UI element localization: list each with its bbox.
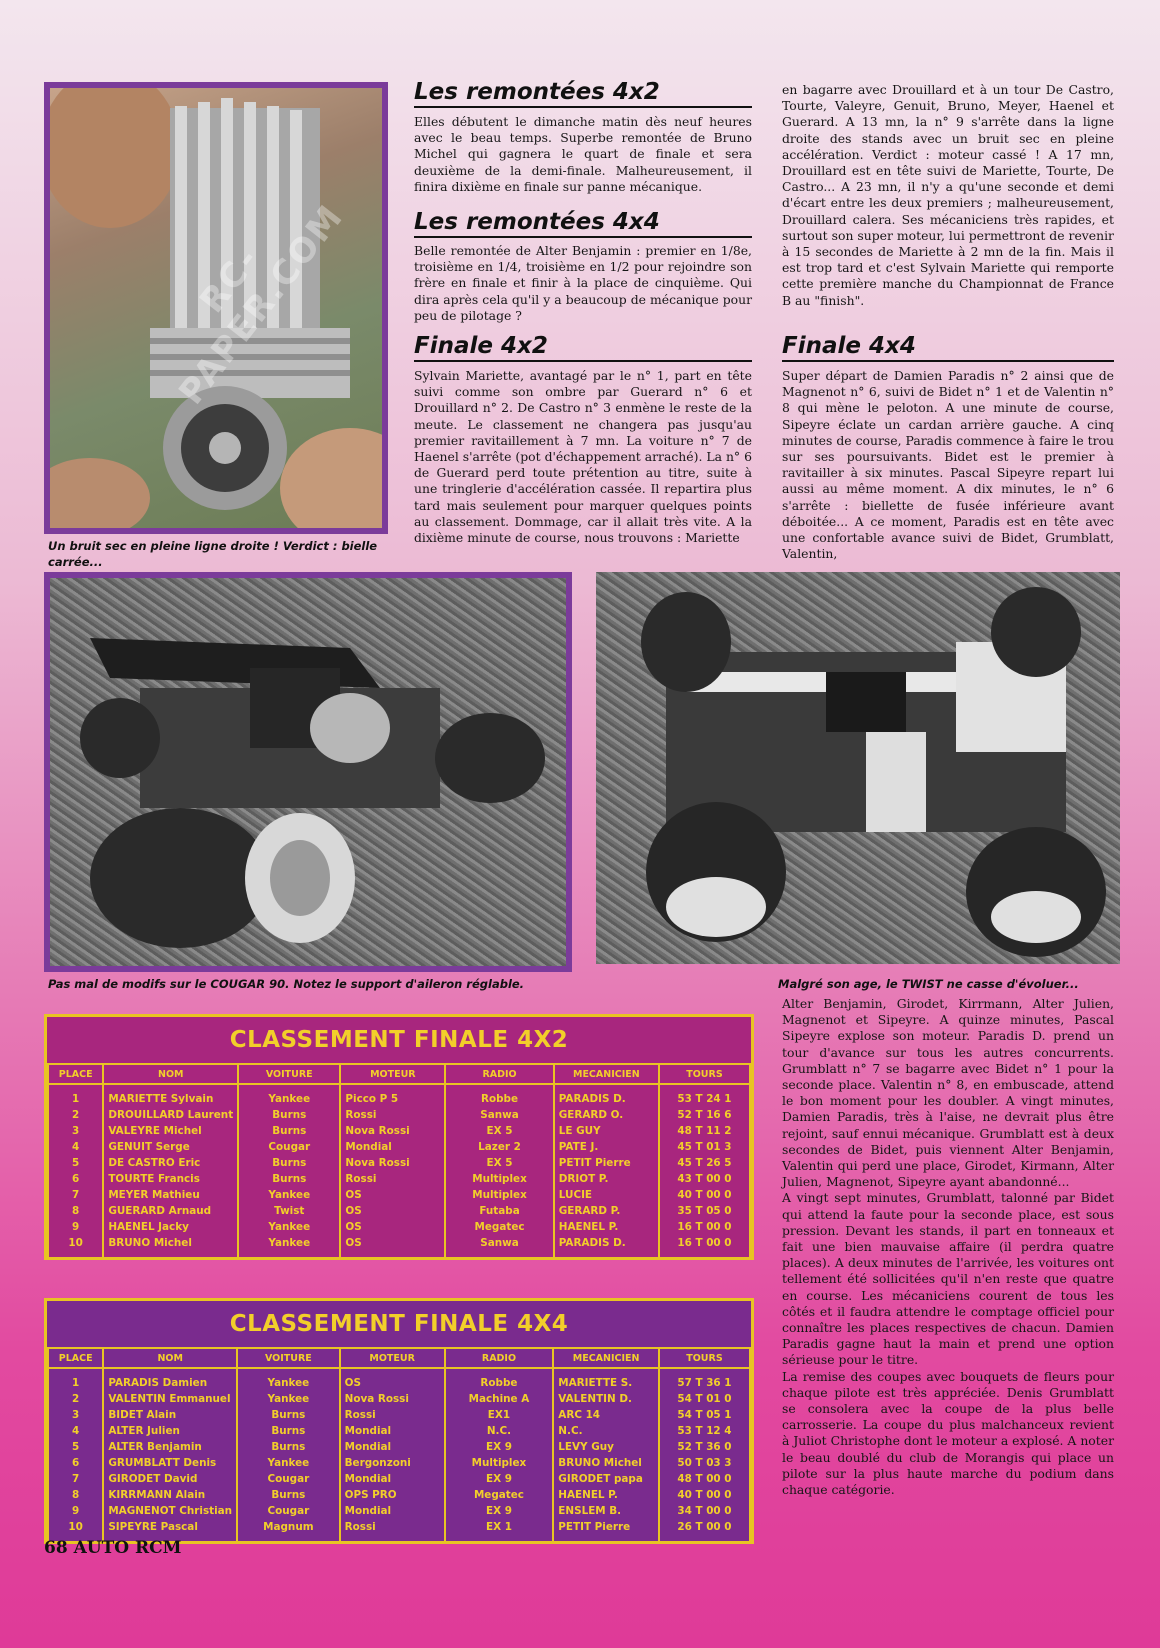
table-row (48, 1455, 750, 1471)
table-row (48, 1407, 750, 1423)
table-cell: ALTER Julien (103, 1423, 237, 1439)
table-cell: PETIT Pierre (554, 1155, 659, 1171)
table-cell: 53 T 24 1 (659, 1084, 750, 1107)
results-table-4x2 (44, 1014, 754, 1260)
table-cell: Twist (238, 1203, 340, 1219)
table-cell: Multiplex (445, 1171, 553, 1187)
table-cell: EX1 (445, 1407, 554, 1423)
table-cell: Burns (237, 1487, 340, 1503)
table-cell: Yankee (237, 1455, 340, 1471)
table-cell: Megatec (445, 1487, 554, 1503)
table-cell: TOURTE Francis (103, 1171, 238, 1187)
table-cell: VALEYRE Michel (103, 1123, 238, 1139)
table-4x2 (47, 1063, 751, 1257)
table-cell: 48 T 00 0 (659, 1471, 750, 1487)
table-title: CLASSEMENT FINALE 4X2 (229, 1027, 569, 1053)
column-header: MOTEUR (340, 1064, 445, 1084)
table-cell: OS (340, 1203, 445, 1219)
paragraph: Elles débutent le dimanche matin dès neuf heures avec le beau temps. Superbe remontée de Bruno Michel qui gagnera le quart de finale et sera deuxième de la demi-finale. Malheureusement, il finira dixième en finale sur panne mécanique. (414, 114, 752, 194)
table-cell: Mondial (340, 1471, 445, 1487)
column-header: RADIO (445, 1064, 553, 1084)
table-cell: 50 T 03 3 (659, 1455, 750, 1471)
table-cell: Yankee (238, 1219, 340, 1235)
table-cell: 4 (48, 1139, 103, 1155)
table-cell: 52 T 16 6 (659, 1107, 750, 1123)
table-cell: 5 (48, 1439, 103, 1455)
table-cell: 54 T 01 0 (659, 1391, 750, 1407)
table-cell: 7 (48, 1187, 103, 1203)
text-right-column (782, 996, 1114, 1498)
table-cell: EX 9 (445, 1471, 554, 1487)
table-cell: Sanwa (445, 1107, 553, 1123)
cougar-car-illustration (50, 578, 566, 966)
table-cell: ALTER Benjamin (103, 1439, 237, 1455)
cougar-photo (50, 578, 566, 966)
table-row (48, 1487, 750, 1503)
table-cell: 5 (48, 1155, 103, 1171)
table-cell: KIRRMANN Alain (103, 1487, 237, 1503)
table-cell: EX 9 (445, 1503, 554, 1519)
table-cell: LUCIE (554, 1187, 659, 1203)
column-header: PLACE (48, 1348, 103, 1368)
caption-engine: Un bruit sec en pleine ligne droite ! Verdict : bielle carrée... (48, 539, 378, 569)
table-cell: Burns (238, 1123, 340, 1139)
table-cell: ENSLEM B. (553, 1503, 659, 1519)
table-row (48, 1471, 750, 1487)
paragraph: A vingt sept minutes, Grumblatt, talonné par Bidet qui attend la faute pour la seconde place, est sous pression. Devant les stands, il part en tonneaux et fait une bien mauvaise affaire (il perdra quatre places). A deux minutes de l'arrivée, les voitures ont tellement été sollicitées qu'il n'en reste que quatre en course. Les mécaniciens courent de tous les côtés et il faudra attendre le comptage officiel pour connaître les places respectives de chacun. Damien Paradis gagne haut la main et prend une option sérieuse pour le titre. (782, 1190, 1114, 1368)
table-row (48, 1123, 750, 1139)
table-cell: Yankee (237, 1368, 340, 1391)
table-cell: Mondial (340, 1439, 445, 1455)
table-cell: 2 (48, 1391, 103, 1407)
table-row (48, 1391, 750, 1407)
table-row (48, 1187, 750, 1203)
table-cell: OS (340, 1187, 445, 1203)
table-cell: 34 T 00 0 (659, 1503, 750, 1519)
table-cell: BRUNO Michel (553, 1455, 659, 1471)
table-cell: HAENEL P. (554, 1219, 659, 1235)
table-cell: 43 T 00 0 (659, 1171, 750, 1187)
table-cell: HAENEL Jacky (103, 1219, 238, 1235)
table-cell: PARADIS D. (554, 1235, 659, 1257)
table-title: CLASSEMENT FINALE 4X4 (229, 1311, 569, 1337)
text-col3-top (782, 82, 1114, 309)
table-cell: OS (340, 1235, 445, 1257)
table-cell: Bergonzoni (340, 1455, 445, 1471)
table-cell: DROUILLARD Laurent (103, 1107, 238, 1123)
table-cell: Multiplex (445, 1455, 554, 1471)
column-header: MECANICIEN (553, 1348, 659, 1368)
table-cell: 53 T 12 4 (659, 1423, 750, 1439)
table-cell: Megatec (445, 1219, 553, 1235)
table-cell: GUERARD Arnaud (103, 1203, 238, 1219)
table-cell: GERARD P. (554, 1203, 659, 1219)
column-header: VOITURE (238, 1064, 340, 1084)
table-cell: PARADIS D. (554, 1084, 659, 1107)
table-cell: Rossi (340, 1171, 445, 1187)
table-cell: OS (340, 1219, 445, 1235)
table-cell: 54 T 05 1 (659, 1407, 750, 1423)
column-header: NOM (103, 1348, 237, 1368)
table-cell: GIRODET papa (553, 1471, 659, 1487)
table-cell: EX 5 (445, 1123, 553, 1139)
caption-twist: Malgré son age, le TWIST ne casse d'évoluer... (778, 977, 1079, 991)
table-cell: 57 T 36 1 (659, 1368, 750, 1391)
table-cell: Robbe (445, 1084, 553, 1107)
table-cell: Nova Rossi (340, 1155, 445, 1171)
text-remontees-4x2 (414, 114, 752, 195)
table-cell: GRUMBLATT Denis (103, 1455, 237, 1471)
table-cell: 6 (48, 1455, 103, 1471)
table-cell: 9 (48, 1219, 103, 1235)
table-cell: EX 5 (445, 1155, 553, 1171)
table-cell: Burns (238, 1155, 340, 1171)
heading-remontees-4x2: Les remontées 4x2 (414, 78, 752, 108)
paragraph: La remise des coupes avec bouquets de fleurs pour chaque pilote est très appréciée. Denis Grumblatt se consolera avec la coupe de la plus belle carrosserie. La coupe du plus malchanceux revient à Juliot Christophe dont le moteur a explosé. A noter le beau doublé du club de Morangis qui place un pilote sur la plus haute marche du podium dans chaque catégorie. (782, 1368, 1114, 1498)
table-cell: Mondial (340, 1139, 445, 1155)
twist-car-illustration (596, 572, 1120, 964)
table-row (48, 1439, 750, 1455)
table-cell: MAGNENOT Christian (103, 1503, 237, 1519)
table-cell: Nova Rossi (340, 1391, 445, 1407)
page-footer: 68 AUTO RCM (44, 1538, 182, 1558)
table-cell: Futaba (445, 1203, 553, 1219)
table-cell: 40 T 00 0 (659, 1187, 750, 1203)
table-cell: MARIETTE S. (553, 1368, 659, 1391)
table-cell: Rossi (340, 1407, 445, 1423)
table-cell: OS (340, 1368, 445, 1391)
table-cell: 10 (48, 1235, 103, 1257)
table-row (48, 1235, 750, 1257)
table-cell: Rossi (340, 1107, 445, 1123)
table-cell: Sanwa (445, 1235, 553, 1257)
table-cell: DE CASTRO Eric (103, 1155, 238, 1171)
table-cell: Picco P 5 (340, 1084, 445, 1107)
table-cell: N.C. (445, 1423, 554, 1439)
table-cell: 8 (48, 1203, 103, 1219)
table-cell: Nova Rossi (340, 1123, 445, 1139)
table-cell: LE GUY (554, 1123, 659, 1139)
table-row (48, 1503, 750, 1519)
table-cell: VALENTIN Emmanuel (103, 1391, 237, 1407)
table-cell: 35 T 05 0 (659, 1203, 750, 1219)
table-cell: VALENTIN D. (553, 1391, 659, 1407)
column-header: NOM (103, 1064, 238, 1084)
table-row (48, 1171, 750, 1187)
table-cell: 7 (48, 1471, 103, 1487)
table-cell: 9 (48, 1503, 103, 1519)
column-header: RADIO (445, 1348, 554, 1368)
table-cell: 1 (48, 1084, 103, 1107)
table-body-4x2 (48, 1084, 750, 1257)
table-row (48, 1423, 750, 1439)
table-row (48, 1139, 750, 1155)
table-cell: 8 (48, 1487, 103, 1503)
table-cell: DRIOT P. (554, 1171, 659, 1187)
watermark-text: RC-PAPER.COM (171, 197, 352, 413)
table-row (48, 1203, 750, 1219)
table-cell: Burns (237, 1407, 340, 1423)
table-cell: 10 (48, 1519, 103, 1541)
paragraph: Belle remontée de Alter Benjamin : premier en 1/8e, troisième en 1/4, troisième en 1/2 pour rejoindre son frère en finale et finir à la place de cinquième. Qui dira après cela qu'il y a beaucoup de mécanique pour peu de pilotage ? (414, 243, 752, 323)
table-cell: GIRODET David (103, 1471, 237, 1487)
table-cell: 52 T 36 0 (659, 1439, 750, 1455)
table-cell: Burns (238, 1171, 340, 1187)
table-cell: MEYER Mathieu (103, 1187, 238, 1203)
table-cell: SIPEYRE Pascal (103, 1519, 237, 1541)
table-row (48, 1219, 750, 1235)
table-cell: Lazer 2 (445, 1139, 553, 1155)
heading-finale-4x2: Finale 4x2 (414, 332, 752, 362)
table-cell: BIDET Alain (103, 1407, 237, 1423)
table-cell: GERARD O. (554, 1107, 659, 1123)
table-cell: EX 9 (445, 1439, 554, 1455)
table-cell: Cougar (238, 1139, 340, 1155)
table-cell: 45 T 01 3 (659, 1139, 750, 1155)
table-cell: PARADIS Damien (103, 1368, 237, 1391)
table-cell: LEVY Guy (553, 1439, 659, 1455)
table-cell: 48 T 11 2 (659, 1123, 750, 1139)
table-cell: 1 (48, 1368, 103, 1391)
table-cell: 3 (48, 1123, 103, 1139)
table-cell: HAENEL P. (553, 1487, 659, 1503)
table-cell: Yankee (238, 1187, 340, 1203)
table-body-4x4 (48, 1368, 750, 1541)
table-cell: Yankee (237, 1391, 340, 1407)
table-cell: PATE J. (554, 1139, 659, 1155)
paragraph: en bagarre avec Drouillard et à un tour De Castro, Tourte, Valeyre, Genuit, Bruno, Meyer, Haenel et Guerard. A 13 mn, la n° 9 s'arrête dans la ligne droite des stands avec un bruit sec en pleine accélération. Verdict : moteur cassé ! A 17 mn, Drouillard est en tête suivi de Mariette, Tourte, De Castro... A 23 mn, il n'y a qu'une seconde et demi d'écart entre les deux premiers ; malheureusement, Drouillard calera. Ses mécaniciens très rapides, et surtout son super moteur, lui permettront de revenir à 15 secondes de Mariette à 2 mn de la fin. Mais il est trop tard et c'est Sylvain Mariette qui remporte cette première manche du Championnat de France B au "finish". (782, 82, 1114, 308)
caption-cougar: Pas mal de modifs sur le COUGAR 90. Notez le support d'aileron réglable. (48, 977, 525, 991)
table-cell: BRUNO Michel (103, 1235, 238, 1257)
table-cell: Cougar (237, 1471, 340, 1487)
table-cell: 16 T 00 0 (659, 1235, 750, 1257)
text-remontees-4x4 (414, 243, 752, 324)
text-finale-4x4 (782, 368, 1114, 562)
twist-photo (596, 572, 1120, 964)
table-cell: N.C. (553, 1423, 659, 1439)
text-finale-4x2 (414, 368, 752, 546)
results-table-4x4 (44, 1298, 754, 1544)
paragraph: Sylvain Mariette, avantagé par le n° 1, part en tête suivi comme son ombre par Guerard n° 6 et Drouillard n° 2. De Castro n° 3 enmène le reste de la meute. Le classement ne changera pas jusqu'au premier ravitaillement à 7 mn. La voiture n° 7 de Haenel s'arrête (pot d'échappement arraché). La n° 6 de Guerard perd toute prétention au titre, suite à une tringlerie d'accélération cassée. Il repartira plus tard mais seulement pour marquer quelques points au classement. Dommage, car il allait très vite. A la dixième minute de course, nous trouvons : Mariette (414, 368, 752, 546)
column-header: MOTEUR (340, 1348, 445, 1368)
column-header: TOURS (659, 1348, 750, 1368)
table-cell: EX 1 (445, 1519, 554, 1541)
table-row (48, 1155, 750, 1171)
column-header: MECANICIEN (554, 1064, 659, 1084)
table-4x4 (47, 1347, 751, 1541)
table-cell: Mondial (340, 1503, 445, 1519)
table-cell: Burns (238, 1107, 340, 1123)
heading-finale-4x4: Finale 4x4 (782, 332, 1114, 362)
table-cell: Rossi (340, 1519, 445, 1541)
table-cell: OPS PRO (340, 1487, 445, 1503)
table-row (48, 1084, 750, 1107)
table-cell: 2 (48, 1107, 103, 1123)
table-cell: Burns (237, 1439, 340, 1455)
table-cell: GENUIT Serge (103, 1139, 238, 1155)
table-cell: ARC 14 (553, 1407, 659, 1423)
table-cell: 6 (48, 1171, 103, 1187)
table-cell: 40 T 00 0 (659, 1487, 750, 1503)
table-cell: Mondial (340, 1423, 445, 1439)
table-cell: Magnum (237, 1519, 340, 1541)
paragraph: Alter Benjamin, Girodet, Kirrmann, Alter Julien, Magnenot et Sipeyre. A quinze minutes, Pascal Sipeyre explose son moteur. Paradis D. prend un tour d'avance sur tous les autres concurrents. Grumblatt n° 7 se bagarre avec Bidet n° 1 pour la seconde place. Valentin n° 8, en embuscade, attend le bon moment pour les doubler. A vingt minutes, Damien Paradis, très à l'aise, ne devrait plus être rejoint, sauf ennui mécanique. Grumblatt est à deux secondes de Bidet, puis viennent Alter Benjamin, Valentin qui perd une place, Girodet, Kirmann, Alter Julien, Magnenot, Sipeyre ayant abandonné... (782, 996, 1114, 1190)
column-header: TOURS (659, 1064, 750, 1084)
table-cell: 4 (48, 1423, 103, 1439)
table-cell: 16 T 00 0 (659, 1219, 750, 1235)
table-row (48, 1368, 750, 1391)
table-cell: PETIT Pierre (553, 1519, 659, 1541)
table-cell: 3 (48, 1407, 103, 1423)
table-cell: Machine A (445, 1391, 554, 1407)
table-cell: Yankee (238, 1084, 340, 1107)
table-cell: Multiplex (445, 1187, 553, 1203)
table-cell: MARIETTE Sylvain (103, 1084, 238, 1107)
table-cell: Yankee (238, 1235, 340, 1257)
table-cell: Cougar (237, 1503, 340, 1519)
column-header: VOITURE (237, 1348, 340, 1368)
table-cell: Robbe (445, 1368, 554, 1391)
table-row (48, 1107, 750, 1123)
table-cell: 45 T 26 5 (659, 1155, 750, 1171)
paragraph: Super départ de Damien Paradis n° 2 ainsi que de Magnenot n° 6, suivi de Bidet n° 1 et de Valentin n° 8 qui mène le peloton. A une minute de course, Sipeyre éclate un cardan arrière gauche. A cinq minutes de course, Paradis commence à faire le trou sur ses poursuivants. Bidet est le premier à ravitailler à six minutes. Pascal Sipeyre repart lui aussi au même moment. A dix minutes, le n° 6 s'arrête : biellette de fusée inférieure avant déboitée... A ce moment, Paradis est en tête avec une confortable avance suivi de Bidet, Grumblatt, Valentin, (782, 368, 1114, 562)
column-header: PLACE (48, 1064, 103, 1084)
table-cell: Burns (237, 1423, 340, 1439)
heading-remontees-4x4: Les remontées 4x4 (414, 208, 752, 238)
table-cell: 26 T 00 0 (659, 1519, 750, 1541)
